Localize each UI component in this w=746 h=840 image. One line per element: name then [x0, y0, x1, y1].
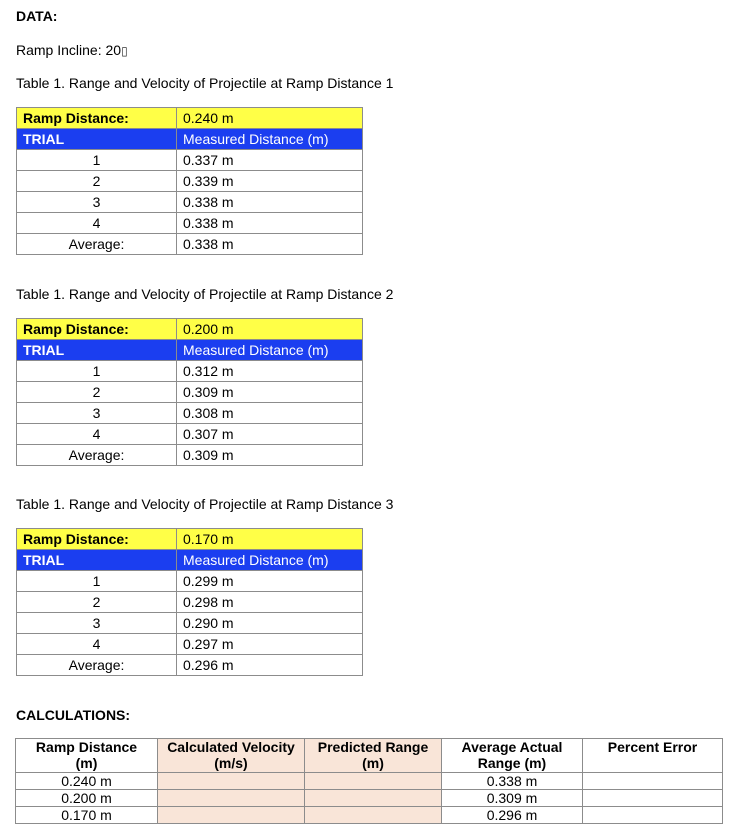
table-row — [16, 807, 723, 824]
average-actual-range-header: Average Actual Range (m) — [442, 739, 583, 773]
trial-number: 2 — [17, 382, 177, 403]
measured-distance: 0.290 m — [177, 613, 363, 634]
ramp-distance-cell: 0.200 m — [16, 790, 158, 807]
table-row — [17, 592, 363, 613]
predicted-range-cell[interactable] — [305, 773, 442, 790]
ramp-distance-row — [17, 529, 363, 550]
measured-distance: 0.307 m — [177, 424, 363, 445]
percent-error-header: Percent Error — [583, 739, 723, 773]
average-value: 0.338 m — [177, 234, 363, 255]
predicted-range-header: Predicted Range (m) — [305, 739, 442, 773]
ramp-distance-label: Ramp Distance: — [17, 319, 177, 340]
percent-error-cell[interactable] — [583, 773, 723, 790]
trial-table-3 — [16, 528, 363, 676]
measured-distance: 0.297 m — [177, 634, 363, 655]
ramp-distance-cell: 0.240 m — [16, 773, 158, 790]
measured-distance: 0.312 m — [177, 361, 363, 382]
average-label: Average: — [17, 445, 177, 466]
calculations-table — [15, 738, 723, 824]
ramp-distance-value: 0.200 m — [177, 319, 363, 340]
calculated-velocity-cell[interactable] — [158, 790, 305, 807]
table-row — [17, 382, 363, 403]
calculated-velocity-cell[interactable] — [158, 807, 305, 824]
average-value: 0.309 m — [177, 445, 363, 466]
average-label: Average: — [17, 655, 177, 676]
trial-number: 4 — [17, 634, 177, 655]
calculated-velocity-cell[interactable] — [158, 773, 305, 790]
average-row — [17, 655, 363, 676]
average-actual-range-cell: 0.296 m — [442, 807, 583, 824]
table-row — [17, 361, 363, 382]
ramp-distance-value: 0.170 m — [177, 529, 363, 550]
trial-header: TRIAL — [17, 129, 177, 150]
average-row — [17, 445, 363, 466]
table-row — [16, 773, 723, 790]
measured-distance: 0.338 m — [177, 192, 363, 213]
table-row — [16, 790, 723, 807]
percent-error-cell[interactable] — [583, 807, 723, 824]
trial-number: 2 — [17, 171, 177, 192]
measured-distance-header: Measured Distance (m) — [177, 340, 363, 361]
average-actual-range-cell: 0.309 m — [442, 790, 583, 807]
missing-glyph-box: ▯ — [121, 44, 128, 58]
trial-table-2 — [16, 318, 363, 466]
average-value: 0.296 m — [177, 655, 363, 676]
measured-distance: 0.338 m — [177, 213, 363, 234]
measured-distance: 0.339 m — [177, 171, 363, 192]
table-1-caption: Table 1. Range and Velocity of Projectile at Ramp Distance 1 — [16, 75, 394, 91]
percent-error-cell[interactable] — [583, 790, 723, 807]
ramp-distance-value: 0.240 m — [177, 108, 363, 129]
table-header-row — [17, 129, 363, 150]
table-row — [17, 403, 363, 424]
data-heading: DATA: — [16, 8, 58, 24]
table-header-row — [17, 340, 363, 361]
average-label: Average: — [17, 234, 177, 255]
measured-distance: 0.299 m — [177, 571, 363, 592]
ramp-distance-label: Ramp Distance: — [17, 108, 177, 129]
ramp-distance-row — [17, 108, 363, 129]
trial-number: 3 — [17, 403, 177, 424]
ramp-distance-label: Ramp Distance: — [17, 529, 177, 550]
trial-number: 1 — [17, 150, 177, 171]
table-3-caption: Table 1. Range and Velocity of Projectile at Ramp Distance 3 — [16, 496, 394, 512]
calculations-heading: CALCULATIONS: — [16, 707, 131, 723]
average-row — [17, 234, 363, 255]
measured-distance: 0.309 m — [177, 382, 363, 403]
ramp-incline — [16, 42, 128, 58]
ramp-incline-label: Ramp Incline: 20 — [16, 42, 122, 58]
trial-table-1 — [16, 107, 363, 255]
table-row — [17, 171, 363, 192]
trial-number: 4 — [17, 424, 177, 445]
measured-distance-header: Measured Distance (m) — [177, 129, 363, 150]
average-actual-range-cell: 0.338 m — [442, 773, 583, 790]
trial-header: TRIAL — [17, 550, 177, 571]
ramp-distance-header: Ramp Distance (m) — [16, 739, 158, 773]
ramp-distance-row — [17, 319, 363, 340]
table-row — [17, 213, 363, 234]
calculated-velocity-header: Calculated Velocity (m/s) — [158, 739, 305, 773]
table-header-row — [17, 550, 363, 571]
predicted-range-cell[interactable] — [305, 807, 442, 824]
table-row — [17, 613, 363, 634]
table-row — [17, 634, 363, 655]
predicted-range-cell[interactable] — [305, 790, 442, 807]
trial-number: 2 — [17, 592, 177, 613]
measured-distance-header: Measured Distance (m) — [177, 550, 363, 571]
table-row — [17, 150, 363, 171]
trial-header: TRIAL — [17, 340, 177, 361]
measured-distance: 0.337 m — [177, 150, 363, 171]
trial-number: 1 — [17, 361, 177, 382]
table-row — [17, 424, 363, 445]
measured-distance: 0.308 m — [177, 403, 363, 424]
calculations-header-row — [16, 739, 723, 773]
table-2-caption: Table 1. Range and Velocity of Projectile at Ramp Distance 2 — [16, 286, 394, 302]
trial-number: 3 — [17, 613, 177, 634]
table-row — [17, 192, 363, 213]
trial-number: 4 — [17, 213, 177, 234]
ramp-distance-cell: 0.170 m — [16, 807, 158, 824]
table-row — [17, 571, 363, 592]
measured-distance: 0.298 m — [177, 592, 363, 613]
trial-number: 3 — [17, 192, 177, 213]
trial-number: 1 — [17, 571, 177, 592]
